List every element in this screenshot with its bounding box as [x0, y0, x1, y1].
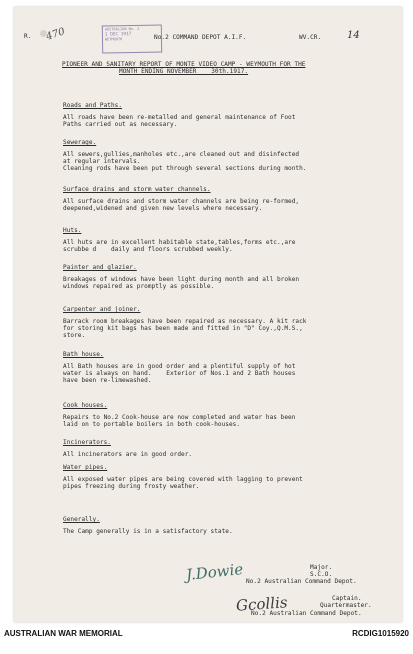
reference-code: WV.CR. [299, 34, 322, 41]
stamp-line-2: 1 DEC 1917 [104, 32, 132, 38]
section-heading: Surface drains and storm water channels. [63, 186, 211, 193]
section-heading: Painter and glazier. [63, 264, 137, 271]
section-body-line: All huts are in excellent habitable state,tables,forms etc.,are [63, 239, 296, 246]
section-heading: Water pipes. [63, 464, 108, 471]
report-title-line-2: MONTH ENDING NOVEMBER 30th.1917. [119, 68, 249, 75]
section-body-line: Cleaning rods have been put through several sections during month. [63, 165, 307, 173]
section-body-line: deepened,widened and given new levels where necessary. [63, 205, 263, 213]
section-body-line: pipes freezing during frosty weather. [63, 483, 200, 491]
stamp-line-3: WEYMOUTH [104, 37, 123, 42]
signature-captain: Gcollis [235, 593, 289, 615]
section-heading: Bath house. [63, 351, 104, 358]
footer-institution: AUSTRALIAN WAR MEMORIAL [4, 629, 123, 638]
section-body-line: scrubbe d daily and floors scrubbed weekly. [63, 246, 233, 254]
section-body-line: All Bath houses are in good order and a plentiful supply of hot [63, 363, 296, 370]
section-body-line: All sewers,gullies,manholes etc.,are cleaned out and disinfected [63, 151, 300, 158]
section-body-line: Repairs to No.2 Cook-house are now completed and water has been [63, 414, 296, 421]
folio-number: 470 [44, 26, 67, 43]
section-body-line: windows repaired as promptly as possible. [63, 283, 215, 291]
signature-captain-rank: Captain. [332, 595, 362, 602]
stamp-line-1: AUSTRALIAN No. 2 [104, 26, 140, 32]
section-body-line: Paths carried out as necessary. [63, 121, 178, 129]
signature-major-rank: Major. [310, 564, 333, 571]
section-body-line: for storing kit bags has been made and fitted in "D" Coy.,Q.M.S., [63, 325, 303, 333]
document-page [14, 7, 402, 622]
footer-record-id: RCDIG1015920 [352, 629, 409, 638]
section-body-line: All incinerators are in good order. [63, 451, 193, 458]
section-body-line: have been re-limewashed. [63, 377, 152, 385]
signature-major-unit: No.2 Australian Command Depot. [246, 578, 357, 585]
section-body-line: laid on to portable boilers in both cook-houses. [63, 421, 241, 429]
section-body-line: The Camp generally is in a satisfactory state. [63, 528, 233, 535]
page-number: 14 [347, 30, 360, 41]
signature-major-role: S.C.O. [310, 571, 333, 578]
r-mark: R. [24, 33, 32, 40]
section-body-line: All surface drains and storm water channels are being re-formed, [63, 198, 300, 205]
section-heading: Carpenter and joiner. [63, 306, 141, 313]
section-body-line: All roads have been re-metalled and general maintenance of Foot [63, 114, 296, 121]
section-heading: Generally. [63, 516, 100, 523]
section-heading: Cook houses. [63, 402, 108, 409]
section-body-line: Breakages of windows have been light during month and all broken [63, 276, 300, 283]
signature-captain-role: Quartermaster. [320, 602, 372, 609]
section-body-line: store. [63, 332, 86, 340]
command-depot-header: No.2 COMMAND DEPOT A.I.F. [154, 34, 247, 41]
signature-captain-unit: No.2 Australian Command Depot. [251, 610, 362, 617]
section-body-line: All exposed water pipes are being covered with lagging to prevent [63, 476, 303, 483]
report-title-line-1: PIONEER AND SANITARY REPORT OF MONTE VIDEO CAMP - WEYMOUTH FOR THE [62, 61, 306, 68]
signature-major: J.Dowie [185, 560, 244, 584]
section-heading: Sewerage. [63, 139, 97, 146]
section-body-line: water is always on hand. Exterior of Nos.1 and 2 Bath houses [63, 370, 296, 378]
section-body-line: Barrack room breakages have been repaired as necessary. A kit rack [63, 318, 307, 325]
section-heading: Huts. [63, 227, 82, 234]
section-body-line: at regular intervals. [63, 158, 141, 166]
section-heading: Incinerators. [63, 439, 111, 446]
section-heading: Roads and Paths. [63, 102, 123, 109]
